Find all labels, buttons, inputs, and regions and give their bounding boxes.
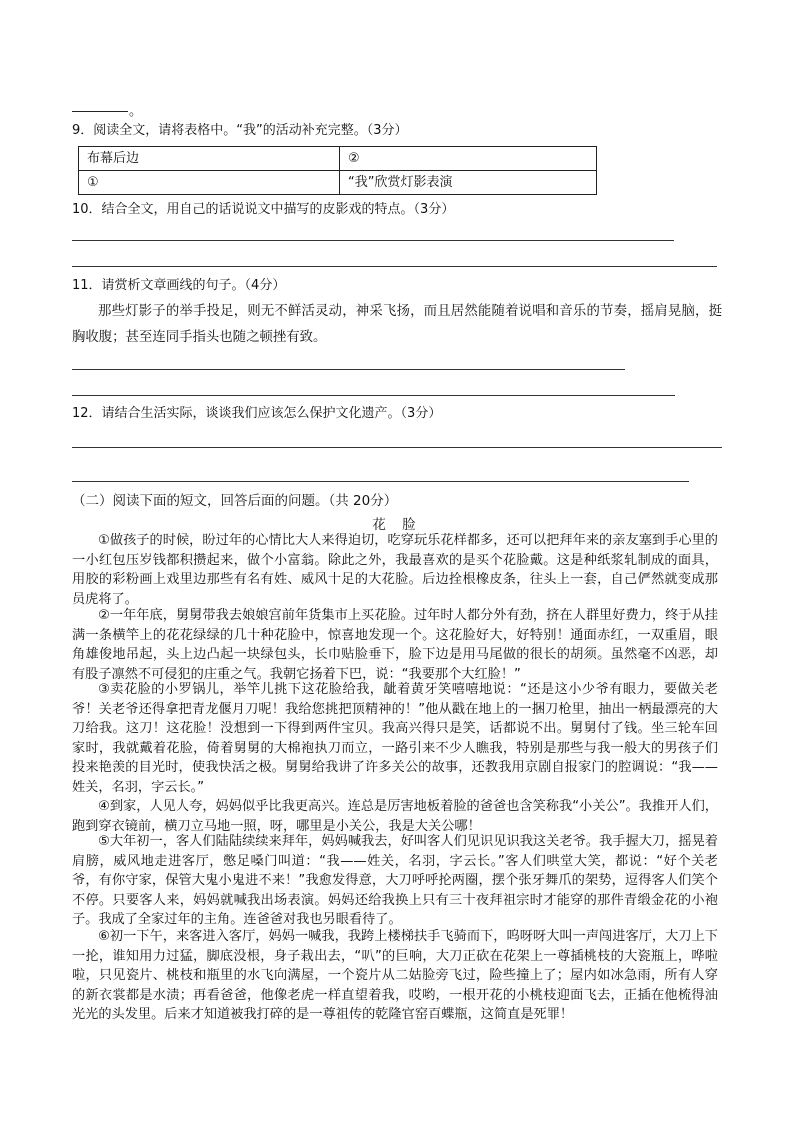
table-cell[interactable]: ② [340,147,597,171]
q11-quoted-sentence: 那些灯影子的举手投足，则无不鲜活灵动，神采飞扬，而且居然能随着说唱和音乐的节奏，摇肩晃脑，挺胸收腹；甚至连同手指头也随之顿挫有致。 [72,304,722,345]
article-paragraph: ②一年年底，舅舅带我去娘娘宫前年货集市上买花脸。过年时人都分外有劲，挤在人群里好费力，终于从挂满一条横竿上的花花绿绿的几十种花脸中，惊喜地发现一个。这花脸好大，好特别！通面赤红，一双重眉，眼角雄俊地吊起，头上边凸起一块绿包头，长巾贴脸垂下，脸下边是用马尾做的很长的胡须。虽然毫不凶恶，却有股子凛然不可侵犯的庄重之气。我朝它扬着下巴，说：“我要那个大红脸！” [72,608,718,682]
section-header: （二）阅读下面的短文，回答后面的问题。（共 20分） [72,493,398,509]
article-paragraph: ⑤大年初一，客人们陆陆续续来拜年，妈妈喊我去，好叫客人们见识见识我这关老爷。我手握大刀，摇晃着肩膀，威风地走进客厅，憋足嗓门叫道：“我——姓关，名羽，字云长。”客人们哄堂大笑，都说：“好个关老爷，有你守家，保管大鬼小鬼进不来！”我愈发得意，大刀呼呼抡两圈，摆个张牙舞爪的架势，逗得客人们笑个不停。只要客人来，妈妈就喊我出场表演。妈妈还给我换上只有三十夜拜祖宗时才能穿的那件青缎金花的小袍子。我成了全家过年的主角。连爸爸对我也另眼看待了。 [72,834,718,928]
answer-line[interactable] [72,447,722,448]
article-title: 花 脸 [372,517,422,533]
answer-line[interactable] [72,395,675,396]
q9-table [78,146,597,195]
q12-prompt: 12．请结合生活实际，谈谈我们应该怎么保护文化遗产。（3分） [72,406,442,421]
article-paragraph: ③卖花脸的小罗锅儿，举竿儿挑下这花脸给我，龇着黄牙笑嘻嘻地说：“还是这小少爷有眼力，要做关老爷！关老爷还得拿把青龙偃月刀呢！我给您挑把顶精神的！”他从戳在地上的一捆刀枪里，抽出一柄最漂亮的大刀给我。这刀！这花脸！没想到一下得到两件宝贝。我高兴得只是笑，话都说不出。舅舅付了钱。坐三轮车回家时，我就戴着花脸，倚着舅舅的大棉袍执刀而立，一路引来不少人瞧我，特别是那些与我一般大的男孩子们投来艳羡的目光时，使我快活之极。舅舅给我讲了许多关公的故事，还教我用京剧自报家门的腔调说：“我——姓关，名羽，字云长。” [72,682,718,795]
answer-line[interactable] [72,369,625,370]
article-paragraph: ④到家，人见人夸，妈妈似乎比我更高兴。连总是厉害地板着脸的爸爸也含笑称我“小关公”。我推开人们，跑到穿衣镜前，横刀立马地一照，呀，哪里是小关公，我是大关公哪！ [72,799,718,834]
table-row [79,147,597,171]
article-paragraph: ⑥初一下午，来客进入客厅，妈妈一喊我，我跨上楼梯扶手飞骑而下，呜呀呀大叫一声闯进客厅，大刀上下一抡，谁知用力过猛，脚底没根，身子栽出去，“叭”的巨响，大刀正砍在花架上一尊插桃枝的大瓷瓶上，哗啦啦，只见瓷片、桃枝和瓶里的水飞向满屋，一个瓷片从二姑脸旁飞过，险些撞上了；屋内如冰急雨，所有人穿的新衣裳都是水渍；再看爸爸，他像老虎一样直望着我，哎哟，一根开花的小桃枝迎面飞去，正插在他梳得油光光的头发里。后来才知道被我打碎的是一尊祖传的乾隆官窑百蝶瓶，这简直是死罪！ [72,929,718,1023]
answer-line[interactable] [72,266,717,267]
end-mark: 。 [129,104,143,119]
table-row [79,171,597,195]
q10-prompt: 10．结合全文，用自己的话说说文中描写的皮影戏的特点。（3分） [72,202,455,217]
answer-line[interactable] [72,481,689,482]
answer-line[interactable] [72,240,674,241]
table-cell: 布幕后边 [79,147,340,171]
table-cell[interactable]: ① [79,171,340,195]
q11-prompt: 11．请赏析文章画线的句子。（4分） [72,278,286,293]
article-paragraph: ①做孩子的时候，盼过年的心情比大人来得迫切，吃穿玩乐花样都多，还可以把拜年来的亲友塞到手心里的一小红包压岁钱都积攒起来，做个小富翁。除此之外，我最喜欢的是买个花脸戴。这是种纸浆轧制成的面具，用胶的彩粉画上戏里边那些有名有姓、威风十足的大花脸。后边拴根橡皮条，往头上一套，自己俨然就变成那员虎将了。 [72,533,718,607]
q9-prompt: 9．阅读全文，请将表格中。“我”的活动补充完整。（3分） [72,123,408,138]
table-cell: “我”欣赏灯影表演 [340,171,597,195]
answer-blank-line[interactable] [72,111,128,112]
